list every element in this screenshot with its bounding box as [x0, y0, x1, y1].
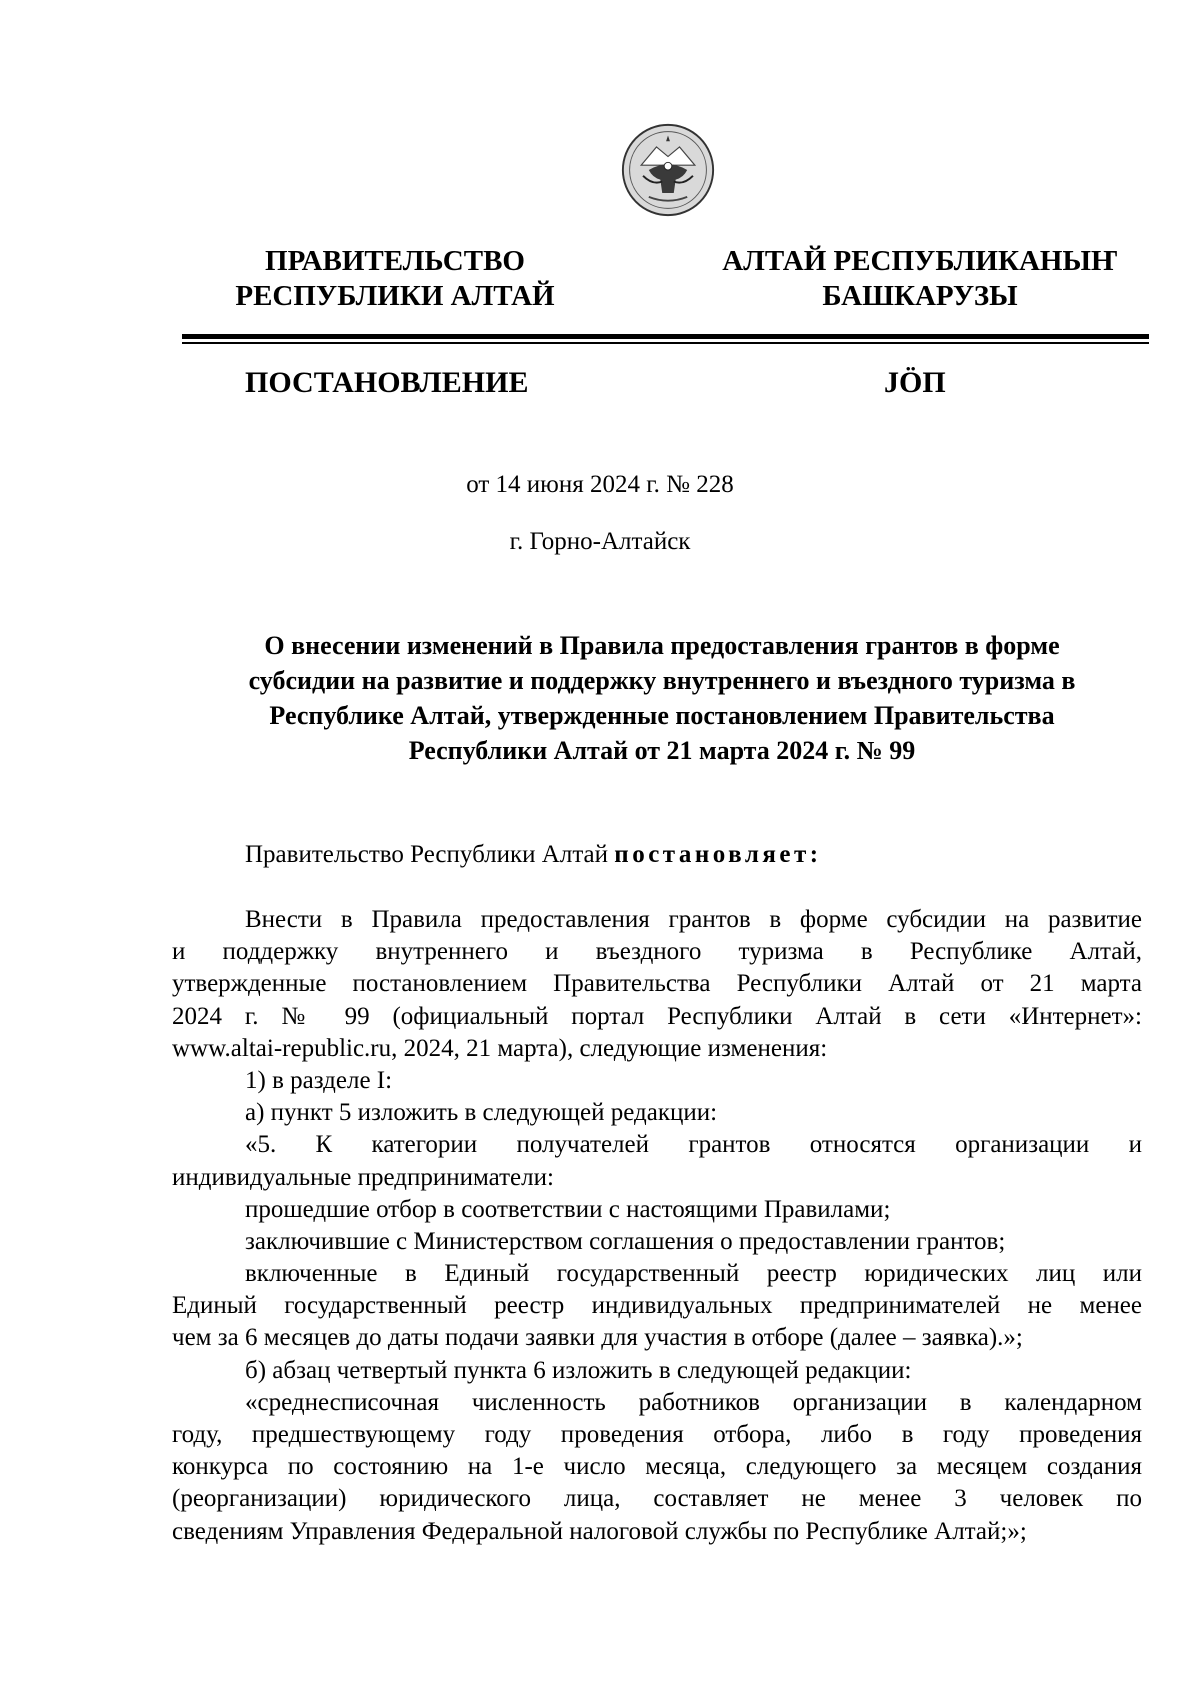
body-line: прошедшие отбор в соответствии с настоящими Правилами;	[245, 1195, 891, 1223]
organization-name-russian	[215, 244, 575, 314]
title-line: Республики Алтай от 21 марта 2024 г. № 99	[408, 736, 916, 765]
body-line: (реорганизации) юридического лица, составляет не менее 3 человек по	[172, 1485, 1142, 1513]
body-line: Единый государственный реестр индивидуальных предпринимателей не менее	[172, 1292, 1142, 1320]
decree-lead: Правительство Республики Алтай	[245, 841, 615, 868]
organization-name-line: АЛТАЙ РЕСПУБЛИКАНЫҤ	[722, 245, 1118, 277]
document-body	[172, 904, 1142, 1548]
body-line: «среднесписочная численность работников организации в календарном	[245, 1388, 1142, 1416]
header-divider-thin	[182, 342, 1149, 344]
body-line: «5. К категории получателей грантов относятся организации и	[245, 1131, 1142, 1159]
body-line: и поддержку внутреннего и въездного туризма в Республике Алтай,	[172, 938, 1142, 966]
body-line: включенные в Единый государственный реестр юридических лиц или	[245, 1260, 1142, 1288]
document-title	[172, 628, 1152, 768]
document-city: г. Горно-Алтайск	[509, 528, 691, 555]
organization-name-line: БАШКАРУЗЫ	[822, 280, 1018, 312]
body-line: утвержденные постановлением Правительства Республики Алтай от 21 марта	[172, 970, 1142, 998]
body-line: заключившие с Министерством соглашения о предоставлении грантов;	[245, 1227, 1006, 1255]
body-line: б) абзац четвертый пункта 6 изложить в следующей редакции:	[245, 1356, 912, 1384]
organization-name-altai	[705, 244, 1135, 314]
decree-statement	[245, 840, 822, 870]
body-line: 2024 г. № 99 (официальный портал Республики Алтай в сети «Интернет»:	[172, 1002, 1142, 1030]
body-line: Внести в Правила предоставления грантов в форме субсидии на развитие	[245, 906, 1142, 933]
document-type-russian: ПОСТАНОВЛЕНИЕ	[245, 366, 529, 399]
title-line: субсидии на развитие и поддержку внутреннего и въездного туризма в	[248, 666, 1076, 695]
body-line: конкурса по состоянию на 1-е число месяца, следующего за месяцем создания	[172, 1453, 1142, 1481]
body-line: чем за 6 месяцев до даты подачи заявки для участия в отборе (далее – заявка).»;	[172, 1324, 1023, 1352]
decree-verb: постановляет:	[614, 841, 822, 868]
body-line: году, предшествующему году проведения отбора, либо в году проведения	[172, 1421, 1142, 1448]
title-line: О внесении изменений в Правила предоставления грантов в форме	[264, 631, 1060, 660]
body-line: индивидуальные предприниматели:	[172, 1163, 554, 1191]
organization-name-line: РЕСПУБЛИКИ АЛТАЙ	[235, 280, 555, 312]
body-line: а) пункт 5 изложить в следующей редакции:	[245, 1099, 718, 1127]
title-line: Республике Алтай, утвержденные постановлением Правительства	[269, 701, 1055, 730]
document-date-number: от 14 июня 2024 г. № 228	[466, 471, 734, 498]
document-type-altai: JӦП	[884, 366, 946, 399]
organization-name-line: ПРАВИТЕЛЬСТВО	[265, 245, 525, 277]
body-line: 1) в разделе I:	[245, 1066, 393, 1094]
body-line: www.altai-republic.ru, 2024, 21 марта), следующие изменения:	[172, 1034, 828, 1062]
header-divider-thick	[182, 334, 1149, 339]
coat-of-arms-emblem	[620, 122, 716, 218]
body-line: сведениям Управления Федеральной налоговой службы по Республике Алтай;»;	[172, 1517, 1027, 1545]
